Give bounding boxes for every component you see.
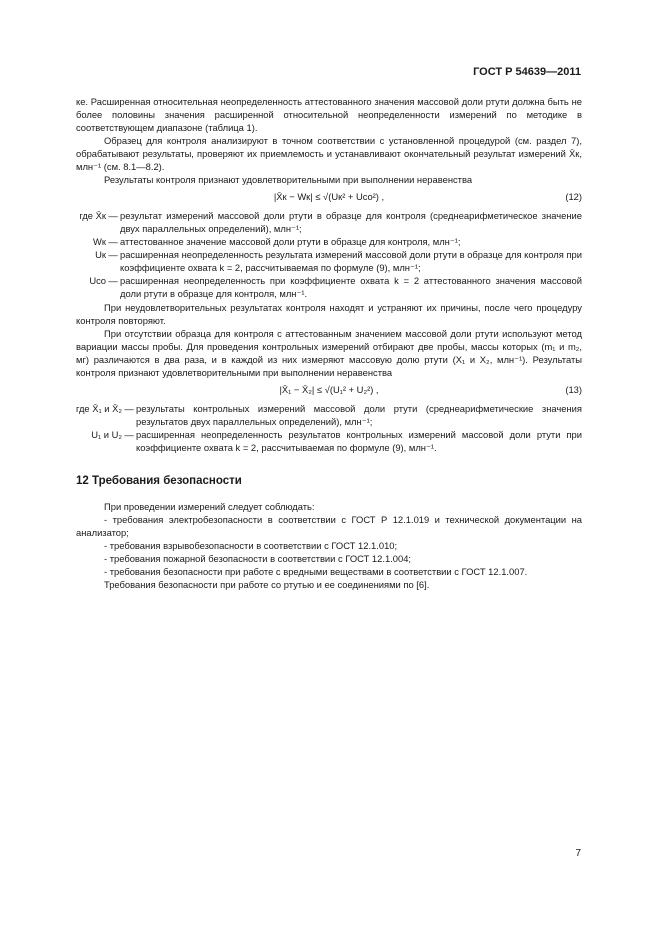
- definition-symbol: где X̄к: [79, 210, 106, 221]
- paragraph: Образец для контроля анализируют в точном соответствии с установленной процедурой (см. раздел 7), обрабатывают результаты, проверяют их приемлемость и устанавливают окончательный результат измерений X̄к, млн⁻¹ (см. 8.1—8.2).: [76, 135, 582, 172]
- definitions-list: [46, 209, 582, 300]
- definition-symbol: U₁ и U₂: [91, 429, 122, 440]
- list-item: - требования взрывобезопасности в соответствии с ГОСТ 12.1.010;: [104, 540, 398, 551]
- definition-text: результаты контрольных измерений массовой доли ртути (среднеарифметические значения результатов двух параллельных определений), млн⁻¹;: [136, 403, 582, 427]
- definitions-list: [46, 402, 582, 454]
- list-item: - требования электробезопасности в соответствии с ГОСТ Р 12.1.019 и технической документации на анализатор;: [76, 514, 582, 538]
- formula-number: (13): [565, 384, 582, 395]
- definition-symbol: Wк: [93, 236, 106, 247]
- document-id: ГОСТ Р 54639—2011: [473, 66, 581, 78]
- paragraph: Результаты контроля признают удовлетворительными при выполнении неравенства: [104, 174, 473, 185]
- formula-13: [76, 379, 582, 401]
- definition-text: расширенная неопределенность при коэффициенте охвата k = 2 аттестованного значения массовой доли ртути в образце для контроля, млн⁻¹.: [120, 275, 582, 299]
- definition-item: где X̄₁ и X̄₂ — результаты контрольных измерений массовой доли ртути (среднеарифметические значения результатов двух параллельных определений), млн⁻¹;: [46, 402, 582, 428]
- paragraph: Требования безопасности при работе со ртутью и ее соединениями по [6].: [104, 579, 430, 590]
- list-item: - требования безопасности при работе с вредными веществами в соответствии с ГОСТ 12.1.007.: [104, 566, 528, 577]
- formula-number: (12): [565, 191, 582, 202]
- definition-text: расширенная неопределенность результата измерений массовой доли ртути в образце для контроля при коэффициенте охвата k = 2, рассчитываемая по формуле (9), млн⁻¹;: [120, 249, 582, 273]
- definition-item: Wк — аттестованное значение массовой доли ртути в образце для контроля, млн⁻¹;: [46, 235, 582, 248]
- definition-text: аттестованное значение массовой доли ртути в образце для контроля, млн⁻¹;: [120, 236, 461, 247]
- section-heading: 12 Требования безопасности: [76, 475, 242, 487]
- definition-item: Uco — расширенная неопределенность при коэффициенте охвата k = 2 аттестованного значения массовой доли ртути в образце для контроля, млн⁻¹.: [46, 274, 582, 300]
- page-content: [76, 95, 582, 591]
- definition-item: U₁ и U₂ — расширенная неопределенность результатов контрольных измерений массовой доли ртути при коэффициенте охвата k = 2, рассчитываемая по формуле (9), млн⁻¹.: [46, 428, 582, 454]
- definition-text: расширенная неопределенность результатов контрольных измерений массовой доли ртути при коэффициенте охвата k = 2, рассчитываемая по формуле (9), млн⁻¹.: [136, 429, 582, 453]
- definition-item: где X̄к — результат измерений массовой доли ртути в образце для контроля (среднеарифметическое значение двух параллельных определений), млн⁻¹;: [46, 209, 582, 235]
- formula-12: [76, 186, 582, 208]
- definition-text: результат измерений массовой доли ртути в образце для контроля (среднеарифметическое значение двух параллельных определений), млн⁻¹;: [120, 210, 582, 234]
- page-number: 7: [575, 848, 581, 859]
- definition-symbol: Uco: [89, 275, 106, 286]
- list-item: - требования пожарной безопасности в соответствии с ГОСТ 12.1.004;: [104, 553, 412, 564]
- definition-item: Uк — расширенная неопределенность результата измерений массовой доли ртути в образце для контроля при коэффициенте охвата k = 2, рассчитываемая по формуле (9), млн⁻¹;: [46, 248, 582, 274]
- paragraph: При неудовлетворительных результатах контроля находят и устраняют их причины, после чего процедуру контроля повторяют.: [76, 302, 582, 326]
- paragraph: ке. Расширенная относительная неопределенность аттестованного значения массовой доли ртути должна быть не более половины значения расширенной относительной неопределенности измерений по методике в соответствующем диапазоне (таблица 1).: [76, 96, 582, 133]
- paragraph: При проведении измерений следует соблюдать:: [104, 501, 315, 512]
- formula-expression: |X̄к − Wк| ≤ √(Uк² + Uco²) ,: [273, 191, 385, 202]
- definition-symbol: где X̄₁ и X̄₂: [75, 403, 122, 414]
- definition-symbol: Uк: [95, 249, 106, 260]
- paragraph: При отсутствии образца для контроля с аттестованным значением массовой доли ртути используют метод вариации массы пробы. Для проведения контрольных измерений отбирают две пробы, массы которых (m₁ и m₂, мг) различаются в два раза, и в каждой из них измеряют массовую долю ртути (X₁ и X₂, млн⁻¹). Результаты контроля признают удовлетворительными при выполнении неравенства: [76, 328, 582, 378]
- formula-expression: |X̄₁ − X̄₂| ≤ √(U₁² + U₂²) ,: [279, 384, 379, 395]
